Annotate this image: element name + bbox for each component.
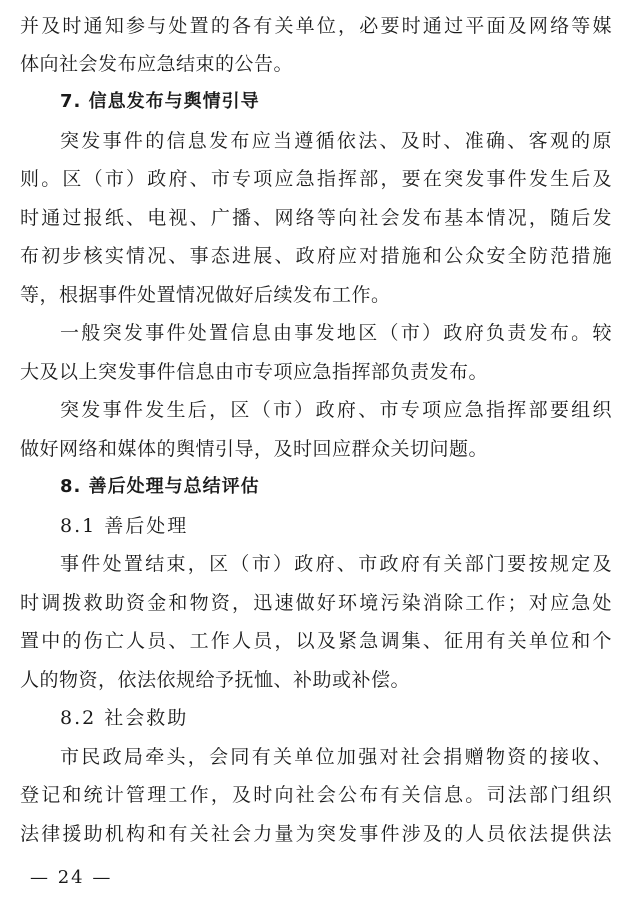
body-text-line: 大及以上突发事件信息由市专项应急指挥部负责发布。 (20, 361, 489, 383)
body-text-line: 置中的伤亡人员、工作人员，以及紧急调集、征用有关单位和个 (20, 630, 612, 652)
body-text-line: 并及时通知参与处置的各有关单位，必要时通过平面及网络等媒 (20, 15, 612, 37)
body-text-line: 做好网络和媒体的舆情引导，及时回应群众关切问题。 (20, 438, 489, 460)
page-number: — 24 — (30, 867, 113, 888)
body-text-line: 布初步核实情况、事态进展、政府应对措施和公众安全防范措施 (20, 245, 612, 267)
body-text-line: 时通过报纸、电视、广播、网络等向社会发布基本情况，随后发 (20, 207, 612, 229)
subsection-heading-8-1: 8.1 善后处理 (60, 515, 189, 537)
body-text-line: 法律援助机构和有关社会力量为突发事件涉及的人员依法提供法 (20, 823, 612, 845)
body-text-line: 体向社会发布应急结束的公告。 (20, 53, 294, 75)
body-text-line: 突发事件的信息发布应当遵循依法、及时、准确、客观的原 (60, 130, 612, 152)
body-text-line: 一般突发事件处置信息由事发地区（市）政府负责发布。较 (60, 322, 612, 344)
body-text-line: 时调拨救助资金和物资，迅速做好环境污染消除工作；对应急处 (20, 592, 612, 614)
body-text-line: 突发事件发生后，区（市）政府、市专项应急指挥部要组织 (60, 399, 612, 421)
subsection-heading-8-2: 8.2 社会救助 (60, 707, 189, 729)
body-text-line: 等，根据事件处置情况做好后续发布工作。 (20, 284, 391, 306)
body-text-line: 事件处置结束，区（市）政府、市政府有关部门要按规定及 (60, 553, 612, 575)
section-heading-8: 8. 善后处理与总结评估 (60, 476, 260, 497)
body-text-line: 人的物资，依法依规给予抚恤、补助或补偿。 (20, 669, 411, 691)
body-text-line: 则。区（市）政府、市专项应急指挥部，要在突发事件发生后及 (20, 168, 612, 190)
section-heading-7: 7. 信息发布与舆情引导 (60, 91, 260, 112)
body-text-line: 市民政局牵头，会同有关单位加强对社会捐赠物资的接收、 (60, 746, 612, 768)
body-text-line: 登记和统计管理工作，及时向社会公布有关信息。司法部门组织 (20, 784, 612, 806)
